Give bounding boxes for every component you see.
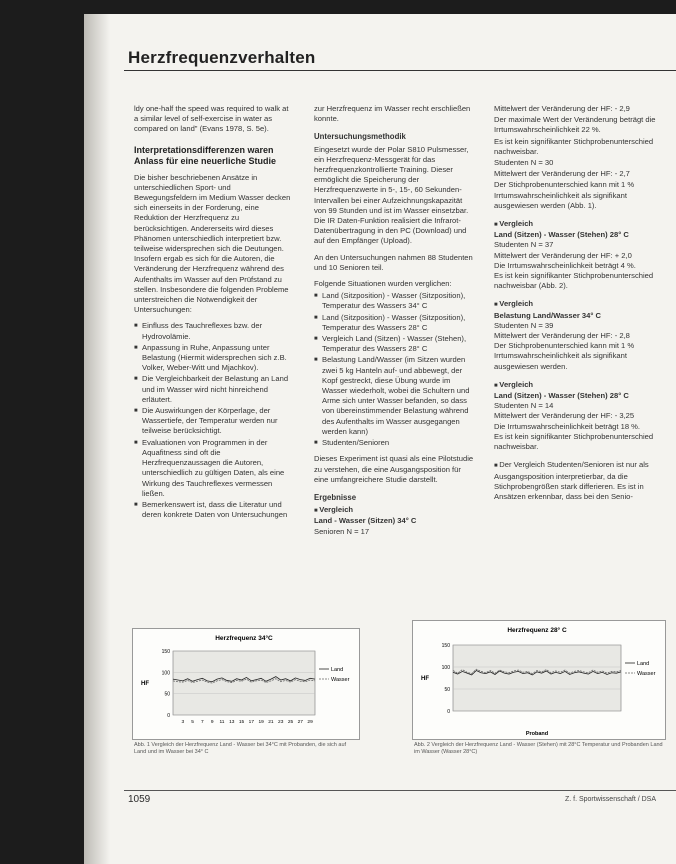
x-tick-label: 3 xyxy=(181,720,185,725)
page-number: 1059 xyxy=(128,794,151,805)
paragraph: Mittelwert der Veränderung der HF: + 2,0 xyxy=(494,250,632,260)
chart-title: Herzfrequenz 34°C xyxy=(215,635,273,642)
paragraph: Mittelwert der Veränderung der HF: - 2,8 xyxy=(494,331,630,341)
legend-label: Land xyxy=(331,667,344,673)
legend-label: Wasser xyxy=(637,671,656,677)
result-heading-label: Vergleich xyxy=(499,219,534,229)
section-heading: Ergebnisse xyxy=(314,492,357,502)
document-page xyxy=(84,14,676,864)
list-item: ■ Bemerkenswert ist, dass die Literatur und deren konkrete Daten von Untersuchungen xyxy=(134,500,294,520)
paragraph: Mittelwert der Veränderung der HF: - 3,25 xyxy=(494,411,635,421)
x-tick-label: 25 xyxy=(287,720,294,725)
paragraph: Eingesetzt wurde der Polar S810 Pulsmesser, ein Herzfrequenz-Messgerät für das herzfrequenzkontrollierte Training. Dieser ermöglicht die Speicherung der Herzfrequenzwerte in 5-, 15-, 60 Sekunden-Intervallen bei einer Aufzeichnungskapazität von 99 Stunden und ist im Wasser einsetzbar. Die IR Daten-Funktion realisiert die Infrarot-Datenübertragung in den PC (Download) und auf den Empfänger (Upload). xyxy=(314,144,469,246)
paragraph: Der Stichprobenunterschied kann mit 1 % Irrtumswahrscheinlichkeit als signifikant ausgewiesen werden. xyxy=(494,341,635,371)
x-tick-label: 29 xyxy=(307,720,313,725)
y-tick-label: 100 xyxy=(441,665,450,671)
result-heading-label: Vergleich xyxy=(499,299,534,309)
x-tick-label: 5 xyxy=(191,720,194,725)
list-item: ■ Land (Sitzposition) - Wasser (Sitzposition), Temperatur des Wassers 34° C xyxy=(314,291,474,311)
legend-label: Land xyxy=(637,661,650,667)
header-rule xyxy=(124,70,676,71)
list-item: ■ Land (Sitzposition) - Wasser (Sitzposition), Temperatur des Wassers 28° C xyxy=(314,313,474,333)
legend-label: Wasser xyxy=(331,677,350,683)
bullet-list xyxy=(134,321,294,520)
x-tick-label: 27 xyxy=(297,720,303,725)
y-tick-label: 50 xyxy=(164,691,170,698)
x-tick-label: 17 xyxy=(248,720,255,725)
paragraph: Dieses Experiment ist quasi als eine Pilotstudie zu verstehen, die eine Ausgangsposition für eine umfangreichere Studie darstellt. xyxy=(314,454,474,484)
sample-size: Studenten N = 37 xyxy=(494,240,554,250)
figure-2 xyxy=(412,620,666,740)
paragraph: Folgende Situationen wurden verglichen: xyxy=(314,279,452,289)
y-tick-label: 150 xyxy=(161,649,170,655)
x-tick-label: 11 xyxy=(219,720,225,725)
paragraph: Die Irrtumswahrscheinlichkeit beträgt 18 %. xyxy=(494,421,641,431)
result-subheading: Land (Sitzen) - Wasser (Stehen) 28° C xyxy=(494,230,629,240)
paragraph-text: Der Vergleich Studenten/Senioren ist nur als Ausgangsposition interpretierbar, da die Stichprobengrößen stark differieren. Es ist in Ansätzen erkennbar, dass bei den Senio- xyxy=(494,460,649,501)
y-tick-label: 50 xyxy=(444,687,450,693)
y-tick-label: 0 xyxy=(447,709,450,715)
y-axis-label: HF xyxy=(421,676,429,682)
result-heading: ■ Vergleich xyxy=(494,219,534,229)
paragraph: Mittelwert der Veränderung der HF: - 2,9 xyxy=(494,104,630,113)
chart-1 xyxy=(133,629,359,739)
plot-area xyxy=(173,651,315,715)
y-tick-label: 0 xyxy=(167,713,170,719)
result-subheading: Land (Sitzen) - Wasser (Stehen) 28° C xyxy=(494,391,629,401)
x-axis-label: Proband xyxy=(525,731,549,737)
section-heading: Interpretationsdifferenzen waren Anlass für eine neuerliche Studie xyxy=(134,144,277,166)
list-item: ■ Vergleich Land (Sitzen) - Wasser (Stehen), Temperatur des Wassers 28° C xyxy=(314,334,474,354)
x-tick-label: 21 xyxy=(268,720,274,725)
x-tick-label: 7 xyxy=(201,720,204,725)
paragraph: Der Stichprobenunterschied kann mit 1 % Irrtumswahrscheinlichkeit als signifikant ausgewiesen werden (Abb. 1). xyxy=(494,180,635,210)
list-item: ■ Evaluationen von Programmen in der Aquafitness sind oft die Herzfrequenzaussagen die Autoren, unterschiedlich zu gültigen Daten, als eine Wirkung des Tauchreflexes vermessen ließen. xyxy=(134,438,294,499)
result-subheading: Land - Wasser (Sitzen) 34° C xyxy=(314,516,417,526)
list-item: ■ Studenten/Senioren xyxy=(314,438,474,448)
figure-2-caption: Abb. 2 Vergleich der Herzfrequenz Land - Wasser (Stehen) mit 28°C Temperatur und Probanden Land im Wasser (Wasser 28°C) xyxy=(414,742,663,755)
figure-1 xyxy=(132,628,360,740)
paragraph: ldy one-half the speed was required to walk at a similar level of self-exercise in water as compared on land" (Evans 1978, S. 5e). xyxy=(134,104,289,134)
bullet-list xyxy=(314,291,474,448)
y-tick-label: 150 xyxy=(441,643,450,649)
result-subheading: Belastung Land/Wasser 34° C xyxy=(494,310,601,320)
paragraph: Die bisher beschriebenen Ansätze in unterschiedlichen Sport- und Bewegungsfeldern im Medium Wasser decken sich einerseits in der Forderung, eine Reduktion der Herzfrequenz zu berücksichtigen. Andererseits wird dieses Phänomen unterschiedlich interpretiert bzw. teilweise widersprechen sich die Deutungen. Insofern ergab es sich für die Autoren, die Veränderung der Herzfrequenz während des Aufenthalts im Wasser auf den Prüfstand zu stellen. Insbesondere die folgenden Probleme unterstreichen die Notwendigkeit der Untersuchungen: xyxy=(134,172,291,315)
list-item: ■ Die Auswirkungen der Körperlage, der Wassertiefe, der Temperatur werden nur teilweise berücksichtigt. xyxy=(134,406,294,437)
list-item: ■ Anpassung in Ruhe, Anpassung unter Belastung (Hiermit widersprechen sich z.B. Volker, Weber-Witt und Mjachkov). xyxy=(134,343,294,374)
chart-2 xyxy=(413,621,665,739)
page-title: Herzfrequenzverhalten xyxy=(128,48,316,67)
result-heading: ■ Vergleich xyxy=(494,379,534,389)
text-column-3 xyxy=(494,104,672,502)
chart-title: Herzfrequenz 28° C xyxy=(507,627,567,634)
result-heading: ■ Vergleich xyxy=(494,299,534,309)
paragraph: Es ist kein signifikanter Stichprobenunterschied nachweisbar (Abb. 2). xyxy=(494,271,654,291)
footer-rule xyxy=(124,790,676,791)
footer-text: Z. f. Sportwissenschaft / DSA xyxy=(564,796,656,803)
plot-area xyxy=(453,645,621,711)
paragraph: zur Herzfrequenz im Wasser recht erschließen konnte. xyxy=(314,104,471,124)
result-heading-label: Vergleich xyxy=(499,379,534,389)
list-item: ■ Belastung Land/Wasser (im Sitzen wurden zwei 5 kg Hanteln auf- und abbewegt, der Kopf gestreckt, diese Übung wurde im Wasser wiederholt, wobei die Schultern und Arme sich unter Wasser befanden, so dass von übereinstimmender Belastung während des Aufenthalts im Wasser ausgegangen werden kann) xyxy=(314,355,474,437)
text-column-1 xyxy=(134,104,294,526)
paragraph: Es ist kein signifikanter Stichprobenunterschied nachweisbar. xyxy=(494,431,654,452)
list-item: ■ Die Vergleichbarkeit der Belastung an Land und im Wasser wird nicht hinreichend erläutert. xyxy=(134,374,294,405)
result-heading: ■ Vergleich xyxy=(314,505,354,515)
paragraph: Studenten N = 30 xyxy=(494,158,554,168)
x-tick-label: 19 xyxy=(258,720,264,725)
sample-size: Senioren N = 17 xyxy=(314,526,370,536)
paragraph: An den Untersuchungen nahmen 88 Studenten und 10 Senioren teil. xyxy=(314,252,473,272)
x-tick-label: 9 xyxy=(210,720,214,725)
figure-1-caption: Abb. 1 Vergleich der Herzfrequenz Land - Wasser bei 34°C mit Probanden, die sich auf Land und im Wasser bei 34° C xyxy=(134,742,347,755)
sample-size: Studenten N = 14 xyxy=(494,401,554,411)
paragraph: Der maximale Wert der Veränderung beträgt die Irrtumswahrscheinlichkeit 22 %. xyxy=(494,115,656,135)
x-tick-label: 13 xyxy=(229,720,235,725)
sample-size: Studenten N = 39 xyxy=(494,320,554,330)
section-heading: Untersuchungsmethodik xyxy=(314,132,406,142)
paragraph: Mittelwert der Veränderung der HF: - 2,7 xyxy=(494,169,630,179)
x-tick-label: 23 xyxy=(278,720,284,725)
list-item: ■ Einfluss des Tauchreflexes bzw. der Hydrovolämie. xyxy=(134,321,294,341)
y-tick-label: 100 xyxy=(161,670,170,677)
text-column-2 xyxy=(314,104,474,537)
x-tick-label: 15 xyxy=(238,720,245,725)
y-axis-label: HF xyxy=(141,681,149,687)
result-heading-label: Vergleich xyxy=(319,505,354,515)
paragraph: ■ Der Vergleich Studenten/Senioren ist nur als Ausgangsposition interpretierbar, da die Stichprobengrößen stark differieren. Es ist in Ansätzen erkennbar, dass bei den Senio- xyxy=(494,460,649,501)
paragraph: Es ist kein signifikanter Stichprobenunterschied nachweisbar. xyxy=(494,136,654,156)
paragraph: Die Irrtumswahrscheinlichkeit beträgt 4 %. xyxy=(494,260,636,270)
